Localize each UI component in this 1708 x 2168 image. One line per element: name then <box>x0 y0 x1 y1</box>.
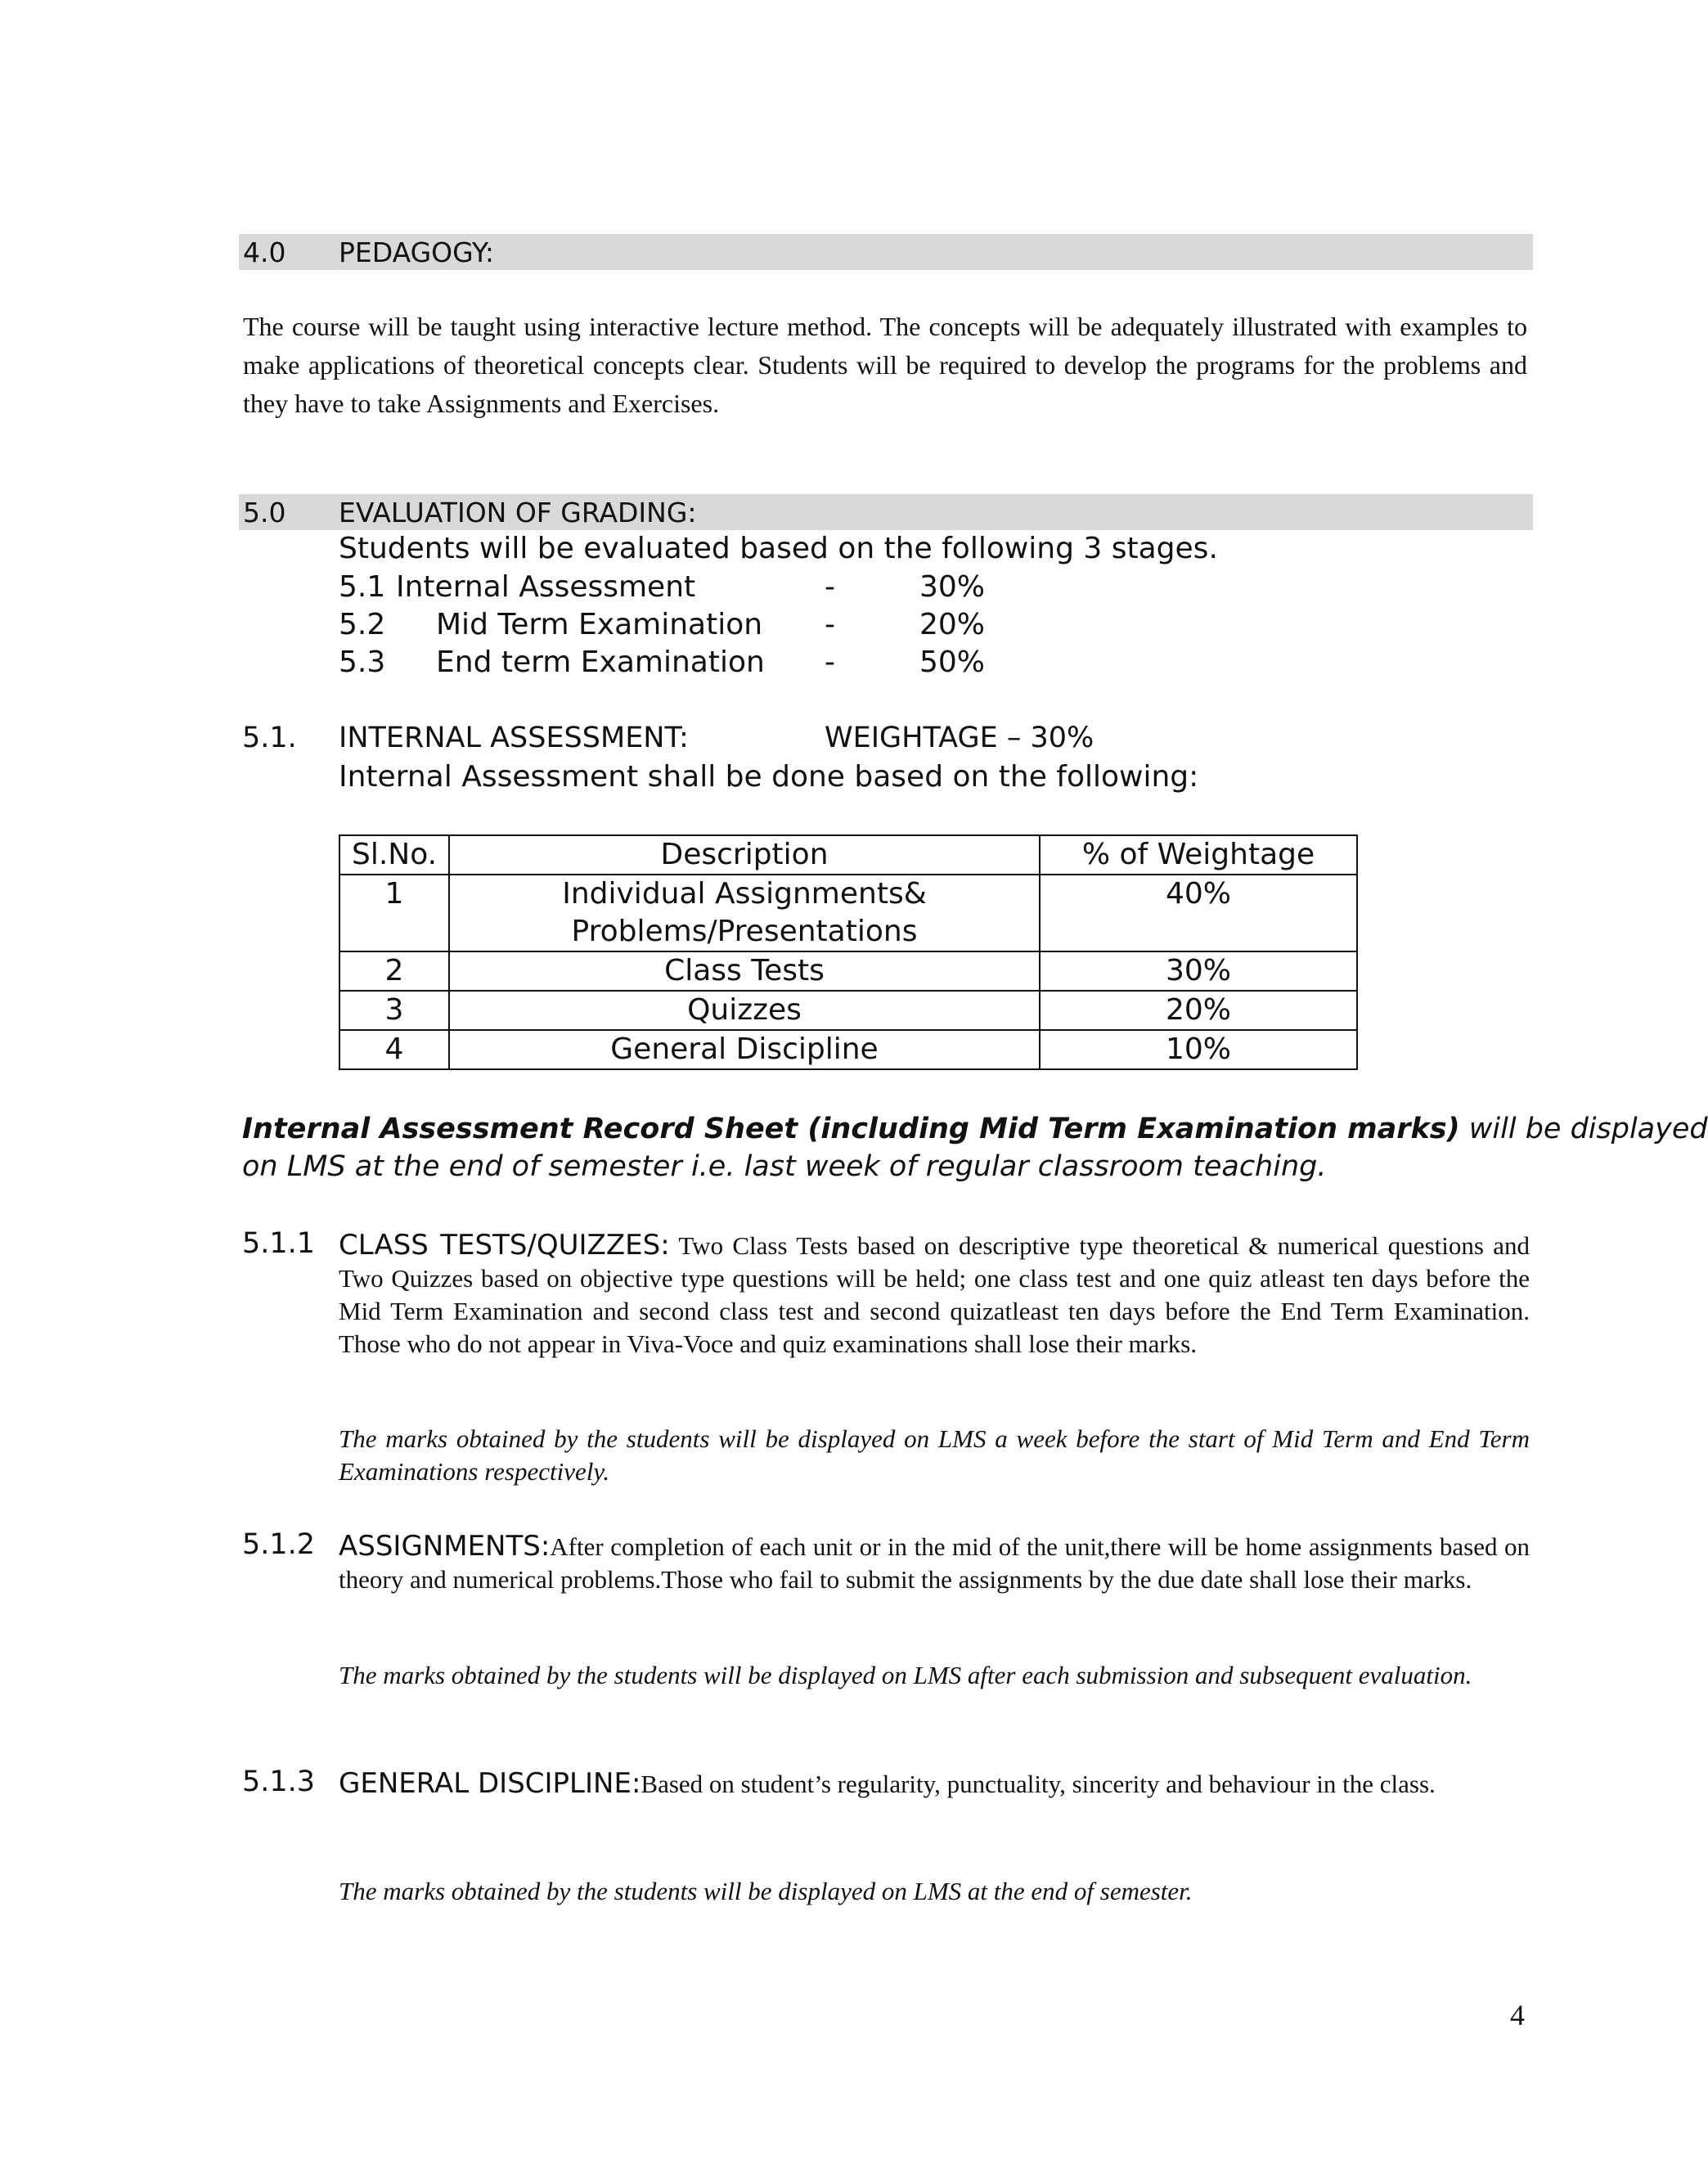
stage-value: 20% <box>919 608 986 641</box>
stage-label: End term Examination <box>436 645 765 679</box>
table-cell: 30% <box>1040 951 1357 991</box>
subsection-heading: ASSIGNMENTS: <box>339 1530 551 1563</box>
table-cell: 3 <box>339 991 449 1030</box>
table-cell <box>449 875 1040 951</box>
weightage-label: WEIGHTAGE – 30% <box>825 722 1094 754</box>
stage-dash: - <box>825 608 835 641</box>
subsection-number: 5.1.2 <box>242 1528 316 1561</box>
record-sheet-bold: Internal Assessment Record Sheet (including Mid Term Examination marks) <box>242 1113 1460 1145</box>
internal-assessment-intro: Internal Assessment shall be done based on the following: <box>339 760 1199 794</box>
class-tests-note: The marks obtained by the students will be displayed on LMS a week before the start of Mid Term and End Term Examinations respectively. <box>339 1424 1530 1486</box>
table-cell: 1 <box>339 875 449 951</box>
section-title: PEDAGOGY: <box>339 236 494 268</box>
section-title: INTERNAL ASSESSMENT: <box>339 722 689 754</box>
table-cell: 2 <box>339 951 449 991</box>
subsection-heading: GENERAL DISCIPLINE: <box>339 1767 641 1800</box>
general-discipline-note: The marks obtained by the students will be displayed on LMS at the end of semester. <box>339 1877 1193 1905</box>
table-cell: 20% <box>1040 991 1357 1030</box>
page-number: 4 <box>1510 1999 1525 2031</box>
record-sheet-note <box>242 1113 1708 1145</box>
subsection-body: After completion of each unit or in the mid of the unit,there will be home assignments based on theory and numerical problems.Those who fail to submit the assignments by the due date shall lose their marks. <box>339 1532 1530 1594</box>
column-header: Sl.No. <box>339 835 449 875</box>
table-cell: Quizzes <box>449 991 1040 1030</box>
table-cell: 40% <box>1040 875 1357 951</box>
cell-line: Individual Assignments& <box>562 877 927 911</box>
assignments-paragraph <box>339 1530 1530 1596</box>
pedagogy-paragraph: The course will be taught using interactive lecture method. The concepts will be adequately illustrated with examples to make applications of theoretical concepts clear. Students will be required to develop the programs for the problems and they have to take Assignments and Exercises. <box>243 312 1527 418</box>
section-title: EVALUATION OF GRADING: <box>339 496 697 529</box>
column-header: Description <box>449 835 1040 875</box>
subsection-body: Based on student’s regularity, punctuality, sincerity and behaviour in the class. <box>640 1770 1436 1798</box>
record-sheet-rest: will be displayed <box>1459 1113 1708 1145</box>
table-row <box>339 875 1357 951</box>
stage-row <box>339 570 385 604</box>
stage-number: 5.3 <box>339 645 386 679</box>
stage-label: Internal Assessment <box>396 570 696 604</box>
section-number: 5.1. <box>242 722 297 754</box>
section-number: 5.0 <box>243 496 286 529</box>
table-cell: 4 <box>339 1030 449 1069</box>
section-header-evaluation <box>239 494 1533 530</box>
table-row <box>339 1030 1357 1069</box>
stage-number: 5.1 <box>339 570 386 604</box>
table-row <box>339 951 1357 991</box>
stage-dash: - <box>825 645 835 679</box>
evaluation-intro: Students will be evaluated based on the following 3 stages. <box>339 532 1218 565</box>
subsection-number: 5.1.3 <box>242 1765 316 1798</box>
table-cell: General Discipline <box>449 1030 1040 1069</box>
assignments-note: The marks obtained by the students will be displayed on LMS after each submission and subsequent evaluation. <box>339 1661 1472 1689</box>
section-number: 4.0 <box>243 236 286 268</box>
general-discipline-paragraph <box>339 1767 1530 1801</box>
subsection-heading: CLASS TESTS/QUIZZES: <box>339 1229 670 1262</box>
stage-dash: - <box>825 570 835 604</box>
table-row <box>339 991 1357 1030</box>
subsection-body: Two Class Tests based on descriptive type theoretical & numerical questions and Two Quizzes based on objective type questions will be held; one class test and one quiz atleast ten days before the Mid Term Examination and second class test and second quizatleast ten days before the End Term Examination. Those who do not appear in Viva-Voce and quiz examinations shall lose their marks. <box>339 1231 1530 1358</box>
stage-number: 5.2 <box>339 608 386 641</box>
table-header-row <box>339 835 1357 875</box>
table-cell: Class Tests <box>449 951 1040 991</box>
stage-label: Mid Term Examination <box>436 608 763 641</box>
cell-line: Problems/Presentations <box>571 915 918 948</box>
stage-value: 30% <box>919 570 986 604</box>
table-cell: 10% <box>1040 1030 1357 1069</box>
stage-value: 50% <box>919 645 986 679</box>
weightage-table <box>339 834 1358 1070</box>
record-sheet-line2: on LMS at the end of semester i.e. last week of regular classroom teaching. <box>242 1150 1327 1183</box>
section-header-pedagogy <box>239 234 1533 270</box>
column-header: % of Weightage <box>1040 835 1357 875</box>
class-tests-paragraph <box>339 1229 1530 1361</box>
subsection-number: 5.1.1 <box>242 1227 316 1260</box>
